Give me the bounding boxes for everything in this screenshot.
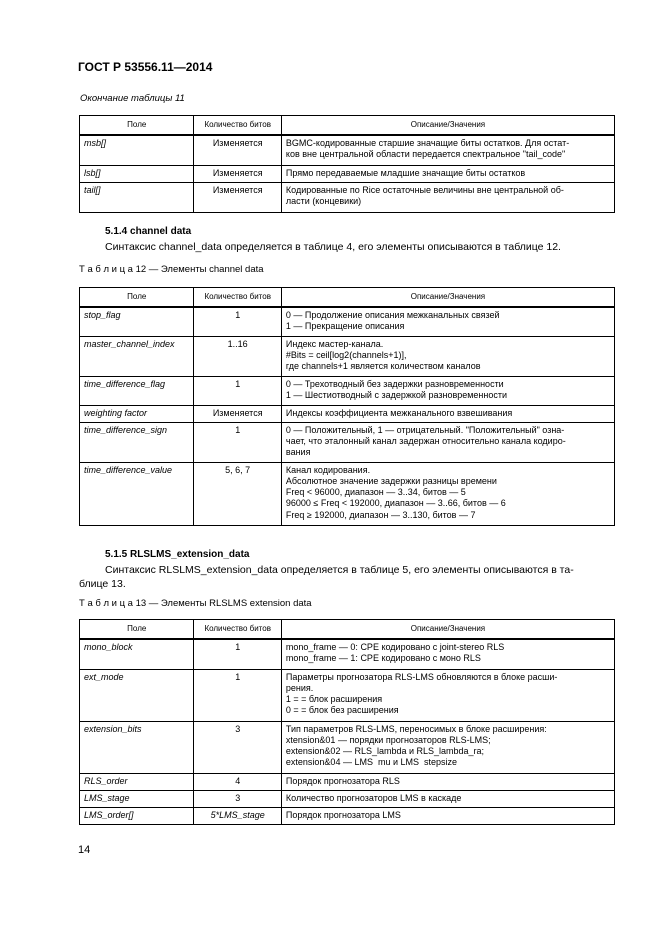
description-line: 1 — Шестиотводный с задержкой разновременности — [285, 389, 508, 400]
column-header-field: Поле — [80, 116, 194, 136]
bits-cell: Изменяется — [194, 405, 281, 422]
description-line: 0 — Положительный, 1 — отрицательный. "Положительный" озна- — [285, 424, 565, 435]
description-line: вания — [285, 447, 311, 457]
bits-cell: 3 — [194, 790, 281, 807]
field-cell: master_channel_index — [80, 336, 194, 376]
bits-cell: Изменяется — [194, 182, 281, 212]
table-12-caption: Т а б л и ц а 12 — Элементы channel data — [79, 264, 264, 275]
table-row — [80, 462, 615, 525]
description-line: Количество прогнозаторов LMS в каскаде — [285, 792, 462, 803]
table-row — [80, 376, 615, 405]
description-cell — [281, 669, 614, 721]
description-line: ласти (концевики) — [285, 195, 362, 206]
table-13 — [79, 619, 615, 825]
description-line: 0 = = блок без расширения — [285, 705, 399, 716]
description-line: Индекс мастер-канала. — [285, 338, 384, 349]
table-row — [80, 669, 615, 721]
bits-cell: 1 — [194, 422, 281, 462]
description-cell — [281, 135, 614, 165]
column-header-bits: Количество битов — [194, 620, 281, 640]
table-row — [80, 639, 615, 669]
description-cell — [281, 165, 614, 182]
bits-cell: 3 — [194, 721, 281, 773]
bits-cell: Изменяется — [194, 165, 281, 182]
column-header-description: Описание/Значения — [281, 288, 614, 308]
table-row — [80, 773, 615, 790]
description-line: extension&02 — RLS_lambda и RLS_lambda_ra; — [285, 746, 485, 756]
description-cell — [281, 307, 614, 336]
page-number: 14 — [78, 844, 91, 856]
description-line: Кодированные по Rice остаточные величины вне центральной об- — [285, 184, 564, 195]
description-cell — [281, 773, 614, 790]
field-cell: msb[] — [80, 135, 194, 165]
section-heading-5-1-5: 5.1.5 RLSLMS_extension_data — [105, 549, 250, 560]
bits-cell: 1..16 — [194, 336, 281, 376]
description-line: Freq ≥ 192000, диапазон — 3..130, битов — 7 — [285, 509, 476, 520]
description-cell — [281, 405, 614, 422]
table-row — [80, 336, 615, 376]
description-line: где channels+1 является количеством каналов — [285, 361, 481, 371]
table-row — [80, 165, 615, 182]
description-cell — [281, 790, 614, 807]
bits-cell: 5, 6, 7 — [194, 462, 281, 525]
table-row — [80, 422, 615, 462]
description-cell — [281, 721, 614, 773]
description-line: 1 = = блок расширения — [285, 694, 383, 704]
description-line: extension&04 — LMS mu и LMS stepsize — [285, 757, 458, 768]
field-cell: tail[] — [80, 182, 194, 212]
description-line: рения. — [285, 682, 314, 693]
column-header-description: Описание/Значения — [281, 116, 614, 136]
section-paragraph-5-1-5: Синтаксис RLSLMS_extension_data определяется в таблице 5, его элементы описываются в та- — [105, 564, 574, 576]
description-line: BGMC-кодированные старшие значащие биты остатков. Для остат- — [285, 138, 570, 148]
description-line: 1 — Прекращение описания — [285, 321, 405, 332]
table-row — [80, 405, 615, 422]
description-line: Параметры прогнозатора RLS-LMS обновляются в блоке расши- — [285, 671, 558, 682]
field-cell: stop_flag — [80, 307, 194, 336]
description-line: #Bits = ceil[log2(channels+1)], — [285, 349, 407, 360]
column-header-bits: Количество битов — [194, 288, 281, 308]
section-paragraph-5-1-4: Синтаксис channel_data определяется в таблице 4, его элементы описываются в таблице 12. — [105, 241, 561, 253]
table-13-caption: Т а б л и ц а 13 — Элементы RLSLMS extension data — [79, 598, 312, 609]
column-header-bits: Количество битов — [194, 116, 281, 136]
description-line: mono_frame — 0: CPE кодировано с joint-stereo RLS — [285, 642, 505, 652]
description-line: Канал кодирования. — [285, 464, 371, 475]
description-cell — [281, 376, 614, 405]
table-continuation-label: Окончание таблицы 11 — [80, 93, 185, 104]
table-11 — [79, 115, 615, 213]
field-cell: LMS_order[] — [80, 807, 194, 824]
field-cell: weighting factor — [80, 405, 194, 422]
description-cell — [281, 422, 614, 462]
field-cell: time_difference_value — [80, 462, 194, 525]
bits-cell: 1 — [194, 307, 281, 336]
table-row — [80, 807, 615, 824]
description-line: Прямо передаваемые младшие значащие биты остатков — [285, 167, 526, 178]
description-line: чает, что эталонный канал задержан относительно канала кодиро- — [285, 435, 566, 446]
bits-cell: 4 — [194, 773, 281, 790]
section-paragraph-5-1-5-cont: блице 13. — [79, 578, 126, 590]
section-heading-5-1-4: 5.1.4 channel data — [105, 226, 192, 237]
description-cell — [281, 807, 614, 824]
table-12 — [79, 287, 615, 526]
field-cell: time_difference_sign — [80, 422, 194, 462]
bits-cell: 1 — [194, 376, 281, 405]
field-cell: ext_mode — [80, 669, 194, 721]
column-header-description: Описание/Значения — [281, 620, 614, 640]
table-row — [80, 182, 615, 212]
description-line: Абсолютное значение задержки разницы времени — [285, 475, 497, 486]
description-line: 0 — Трехотводный без задержки разновременности — [285, 378, 504, 389]
field-cell: lsb[] — [80, 165, 194, 182]
table-row — [80, 135, 615, 165]
bits-cell: 1 — [194, 639, 281, 669]
description-cell — [281, 462, 614, 525]
description-line: Порядок прогнозатора RLS — [285, 775, 400, 786]
description-line: 0 — Продолжение описания межканальных связей — [285, 310, 500, 320]
description-line: ков вне центральной области передается спектральное "tail_code" — [285, 149, 566, 160]
bits-cell: 1 — [194, 669, 281, 721]
field-cell: RLS_order — [80, 773, 194, 790]
column-header-field: Поле — [80, 288, 194, 308]
field-cell: LMS_stage — [80, 790, 194, 807]
description-line: 96000 ≤ Freq < 192000, диапазон — 3..66, битов — 6 — [285, 498, 506, 509]
table-row — [80, 307, 615, 336]
description-cell — [281, 639, 614, 669]
description-cell — [281, 182, 614, 212]
description-line: Индексы коэффициента межканального взвешивания — [285, 407, 513, 418]
field-cell: extension_bits — [80, 721, 194, 773]
description-line: xtension&01 — порядки прогнозаторов RLS-LMS; — [285, 734, 491, 745]
table-row — [80, 790, 615, 807]
description-line: Порядок прогнозатора LMS — [285, 809, 401, 820]
bits-cell: Изменяется — [194, 135, 281, 165]
table-row — [80, 721, 615, 773]
field-cell: mono_block — [80, 639, 194, 669]
description-line: Тип параметров RLS-LMS, переносимых в блоке расширения: — [285, 723, 547, 734]
bits-cell: 5*LMS_stage — [194, 807, 281, 824]
column-header-field: Поле — [80, 620, 194, 640]
description-line: Freq < 96000, диапазон — 3..34, битов — 5 — [285, 487, 466, 497]
document-header: ГОСТ Р 53556.11—2014 — [78, 60, 213, 74]
description-line: mono_frame — 1: CPE кодировано с моно RLS — [285, 653, 481, 664]
description-cell — [281, 336, 614, 376]
field-cell: time_difference_flag — [80, 376, 194, 405]
